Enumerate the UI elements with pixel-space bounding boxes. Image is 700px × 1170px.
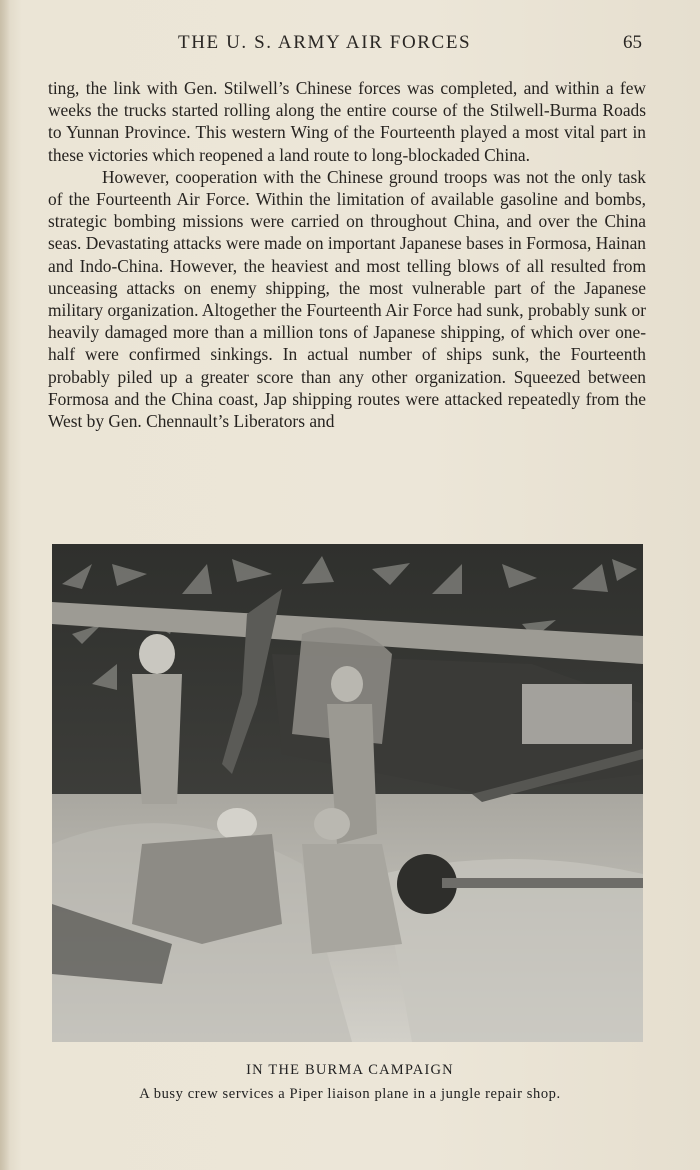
- page-gutter-shadow: [0, 0, 10, 1170]
- figure-caption: A busy crew services a Piper liaison plane in a jungle repair shop.: [139, 1086, 561, 1102]
- figure-caption-title: IN THE BURMA CAMPAIGN: [246, 1062, 454, 1078]
- paragraph-continued: ting, the link with Gen. Stilwell’s Chinese forces was completed, and within a few weeks the trucks started rolling along the entire course of the Stilwell-Burma Roads to Yunnan Province. This western Wing of the Fourteenth played a most vital part in these victories which reopened a land route to long-blockaded China.: [48, 78, 646, 165]
- hanging-cloth: [522, 684, 632, 744]
- photograph-illustration: [52, 544, 643, 1042]
- body-text: [48, 77, 646, 432]
- photograph-jungle-repair-shop: [52, 544, 643, 1042]
- paragraph: However, cooperation with the Chinese ground troops was not the only task of the Fourteenth Air Force. Within the limitation of available gasoline and bombs, strategic bombing missions were carried on throughout China, and over the China seas. Devastating attacks were made on important Japanese bases in Formosa, Hainan and Indo-China. However, the heaviest and most telling blows of all resulted from unceasing attacks on enemy shipping, the most vulnerable part of the Japanese military organization. Altogether the Fourteenth Air Force had sunk, probably sunk or heavily damaged more than a million tons of Japanese shipping, of which over one-half were confirmed sinkings. In actual number of ships sunk, the Fourteenth probably piled up a greater score than any other organization. Squeezed between Formosa and the China coast, Jap shipping routes were attacked repeatedly from the West by Gen. Chennault’s Liberators and: [48, 166, 646, 432]
- running-title: THE U. S. ARMY AIR FORCES: [178, 32, 472, 53]
- running-head: [0, 32, 700, 58]
- page-number: 65: [623, 32, 642, 53]
